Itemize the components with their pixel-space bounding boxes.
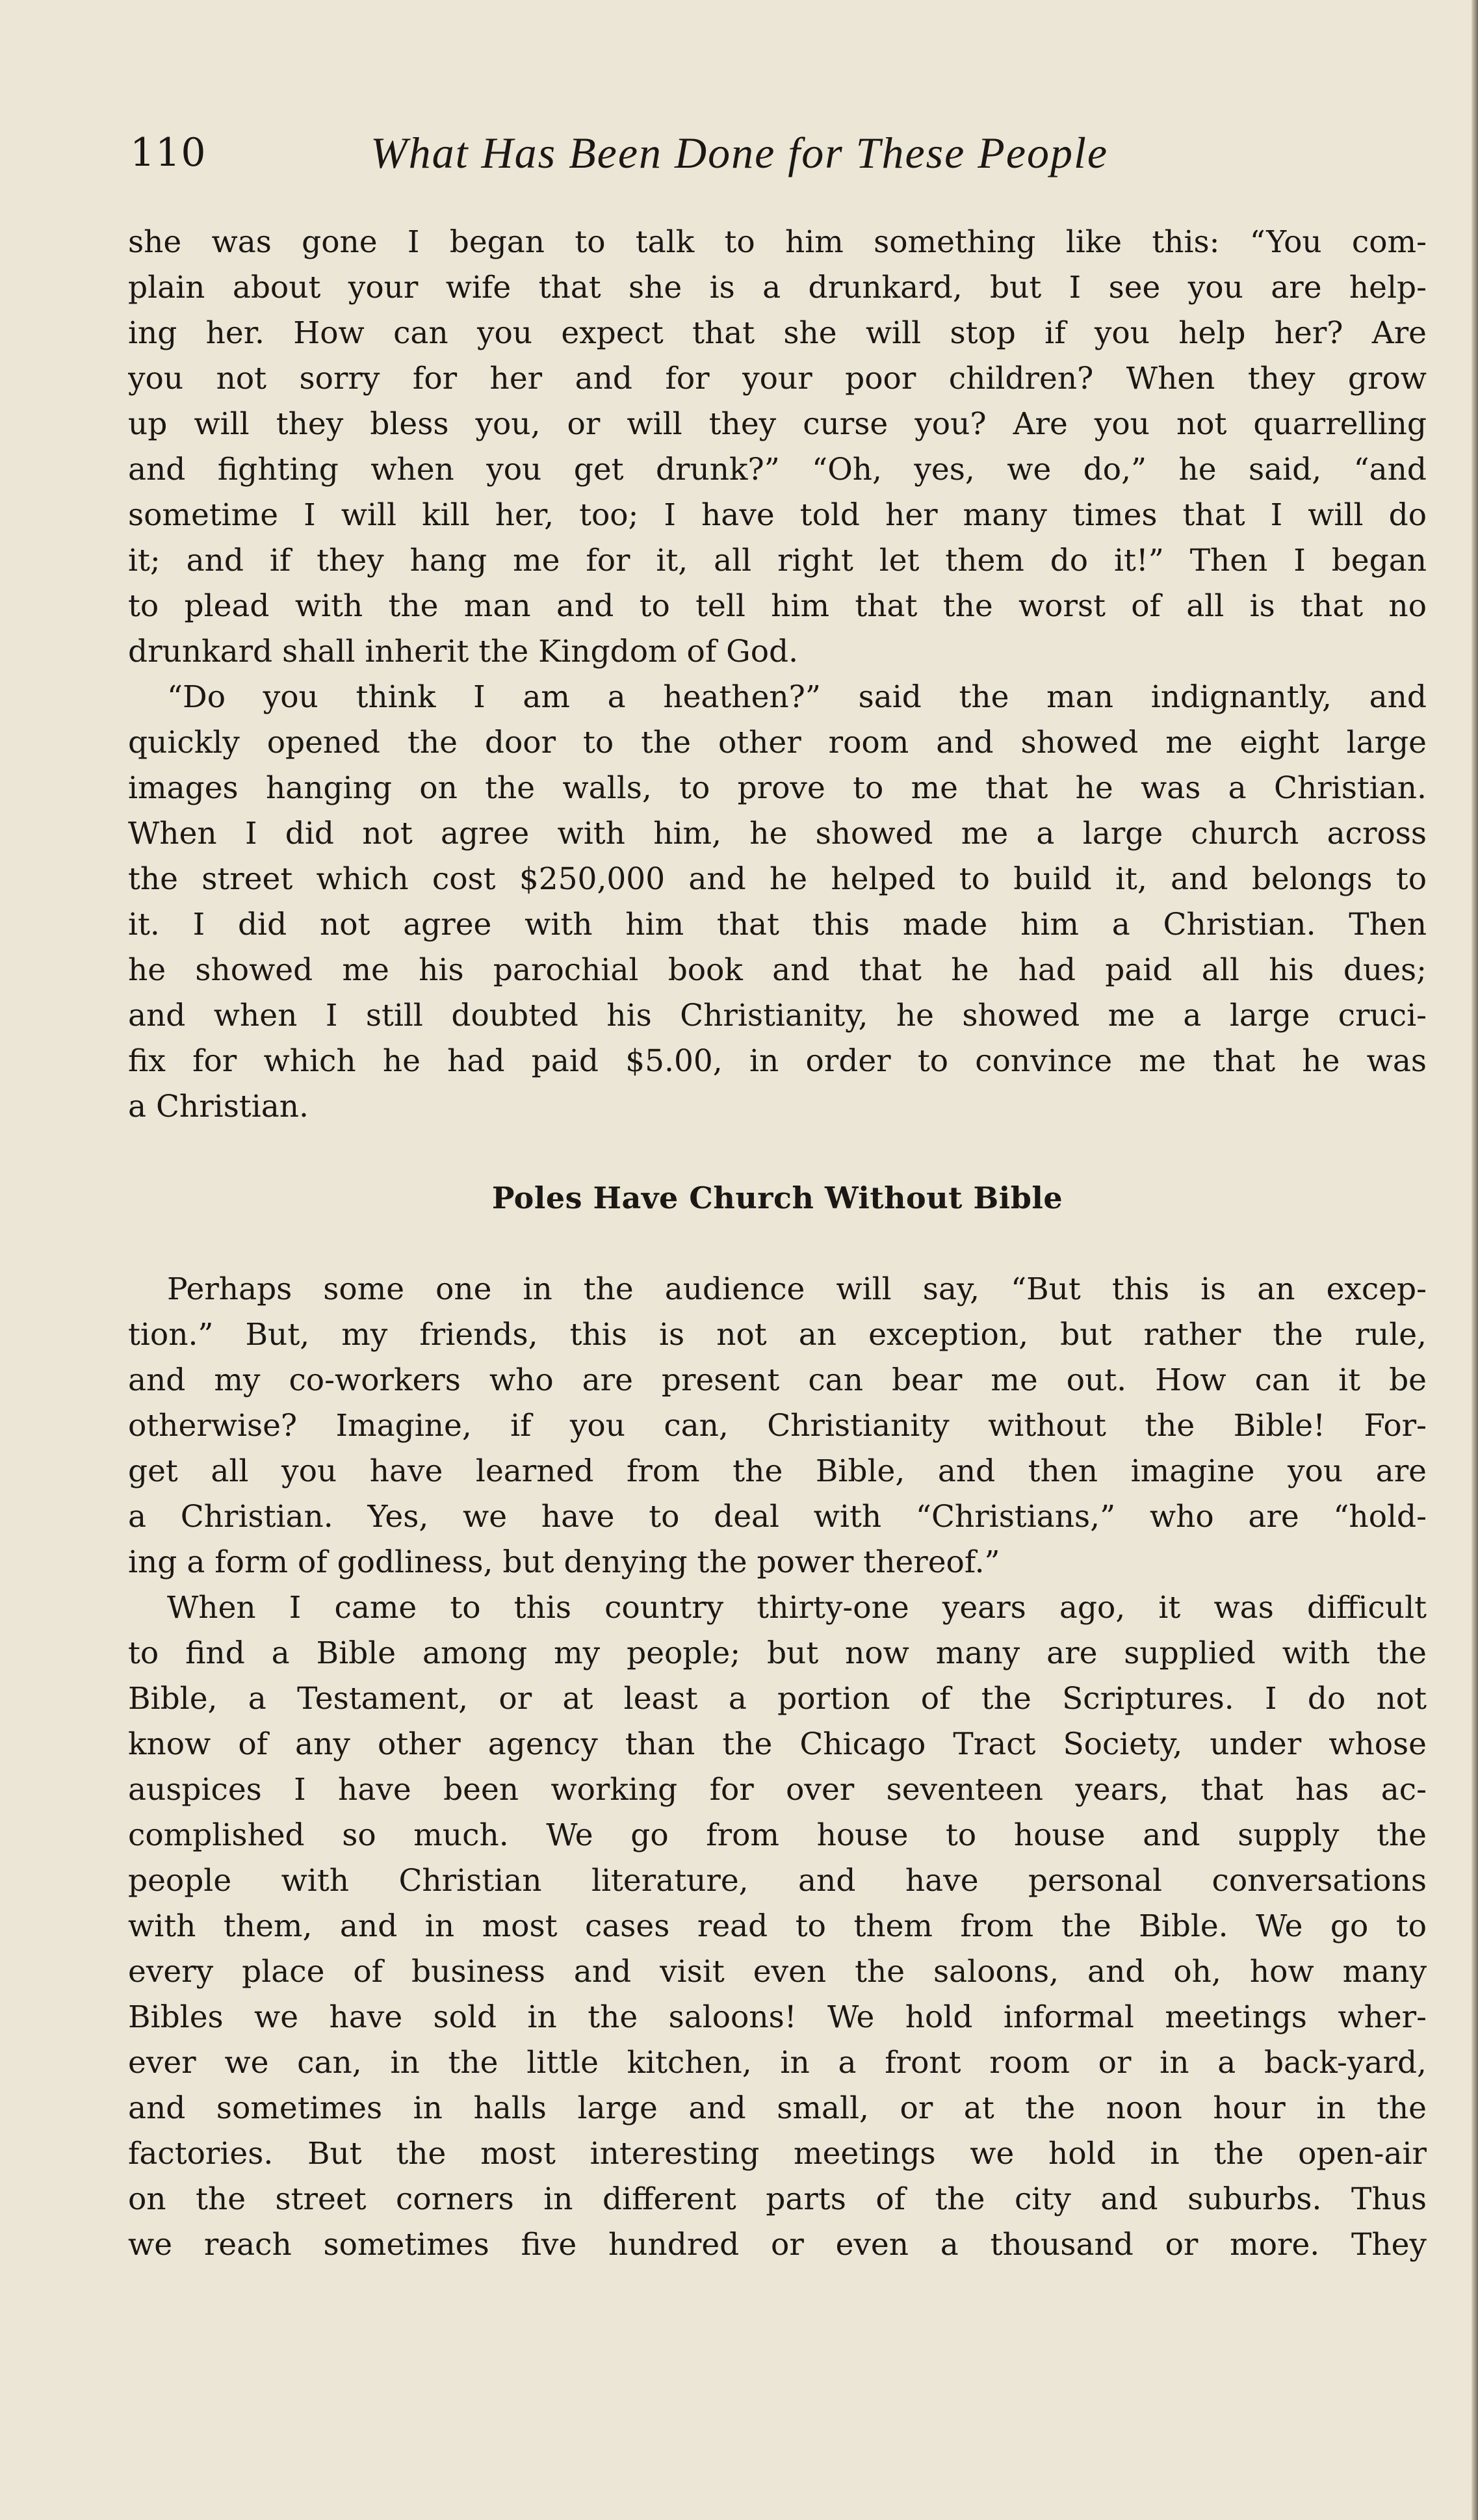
text-line: a Christian. — [128, 1089, 309, 1124]
text-line: you not sorry for her and for your poor children? When they grow — [128, 361, 1427, 396]
text-line: otherwise? Imagine, if you can, Christianity without the Bible! For- — [128, 1408, 1427, 1444]
text-line: get all you have learned from the Bible, and then imagine you are — [128, 1453, 1427, 1489]
text-line: ever we can, in the little kitchen, in a front room or in a back-yard, — [128, 2045, 1427, 2081]
text-line: ing a form of godliness, but denying the power thereof.” — [128, 1544, 1000, 1580]
running-head — [130, 123, 1248, 182]
text-line: with them, and in most cases read to them from the Bible. We go to — [128, 1908, 1427, 1944]
text-line: to plead with the man and to tell him that the worst of all is that no — [128, 588, 1427, 624]
text-line: every place of business and visit even the saloons, and oh, how many — [128, 1954, 1427, 1990]
text-line: and fighting when you get drunk?” “Oh, yes, we do,” he said, “and — [128, 452, 1427, 487]
text-line: images hanging on the walls, to prove to me that he was a Christian. — [128, 770, 1427, 806]
text-line: people with Christian literature, and have personal conversations — [128, 1863, 1427, 1899]
text-line: complished so much. We go from house to house and supply the — [128, 1817, 1427, 1853]
text-line: factories. But the most interesting meetings we hold in the open-air — [128, 2136, 1427, 2172]
paragraph-block-2 — [128, 1267, 1427, 2268]
text-line: he showed me his parochial book and that he had paid all his dues; — [128, 952, 1427, 988]
text-line: a Christian. Yes, we have to deal with “Christians,” who are “hold- — [128, 1499, 1427, 1535]
text-line: we reach sometimes five hundred or even a thousand or more. They — [128, 2227, 1427, 2263]
text-line: When I came to this country thirty-one years ago, it was difficult — [167, 1590, 1427, 1626]
text-line: sometime I will kill her, too; I have told her many times that I will do — [128, 497, 1427, 533]
page-number: 110 — [130, 130, 207, 175]
text-line: plain about your wife that she is a drunkard, but I see you are help- — [128, 270, 1427, 305]
text-line: quickly opened the door to the other room and showed me eight large — [128, 725, 1427, 760]
text-line: When I did not agree with him, he showed me a large church across — [128, 816, 1427, 851]
text-line: drunkard shall inherit the Kingdom of God. — [128, 634, 799, 669]
page-edge-shadow — [1472, 0, 1478, 2520]
text-line: she was gone I began to talk to him something like this: “You com- — [128, 224, 1427, 260]
text-line: it; and if they hang me for it, all right let them do it!” Then I began — [128, 543, 1427, 578]
running-title: What Has Been Done for These People — [370, 128, 1109, 177]
text-line: auspices I have been working for over seventeen years, that has ac- — [128, 1772, 1427, 1808]
text-line: fix for which he had paid $5.00, in order to convince me that he was — [128, 1043, 1427, 1079]
text-line: Bible, a Testament, or at least a portion of the Scriptures. I do not — [128, 1681, 1427, 1717]
text-line: tion.” But, my friends, this is not an exception, but rather the rule, — [128, 1317, 1427, 1353]
text-line: ing her. How can you expect that she will stop if you help her? Are — [128, 315, 1427, 351]
paragraph-block-1 — [128, 220, 1427, 1130]
text-line: to find a Bible among my people; but now many are supplied with the — [128, 1635, 1427, 1671]
text-line: up will they bless you, or will they curse you? Are you not quarrelling — [128, 406, 1427, 442]
text-line: and when I still doubted his Christianity, he showed me a large cruci- — [128, 998, 1427, 1033]
text-line: it. I did not agree with him that this made him a Christian. Then — [128, 907, 1427, 942]
section-heading: Poles Have Church Without Bible — [491, 1180, 1063, 1215]
text-line: and sometimes in halls large and small, or at the noon hour in the — [128, 2090, 1427, 2126]
text-line: on the street corners in different parts of the city and suburbs. Thus — [128, 2181, 1427, 2217]
text-line: the street which cost $250,000 and he helped to build it, and belongs to — [128, 861, 1427, 897]
text-line: Perhaps some one in the audience will say, “But this is an excep- — [167, 1271, 1427, 1307]
text-line: Bibles we have sold in the saloons! We hold informal meetings wher- — [128, 1999, 1427, 2035]
text-line: “Do you think I am a heathen?” said the man indignantly, and — [167, 679, 1427, 715]
text-line: and my co-workers who are present can bear me out. How can it be — [128, 1362, 1427, 1398]
text-line: know of any other agency than the Chicago Tract Society, under whose — [128, 1726, 1427, 1762]
